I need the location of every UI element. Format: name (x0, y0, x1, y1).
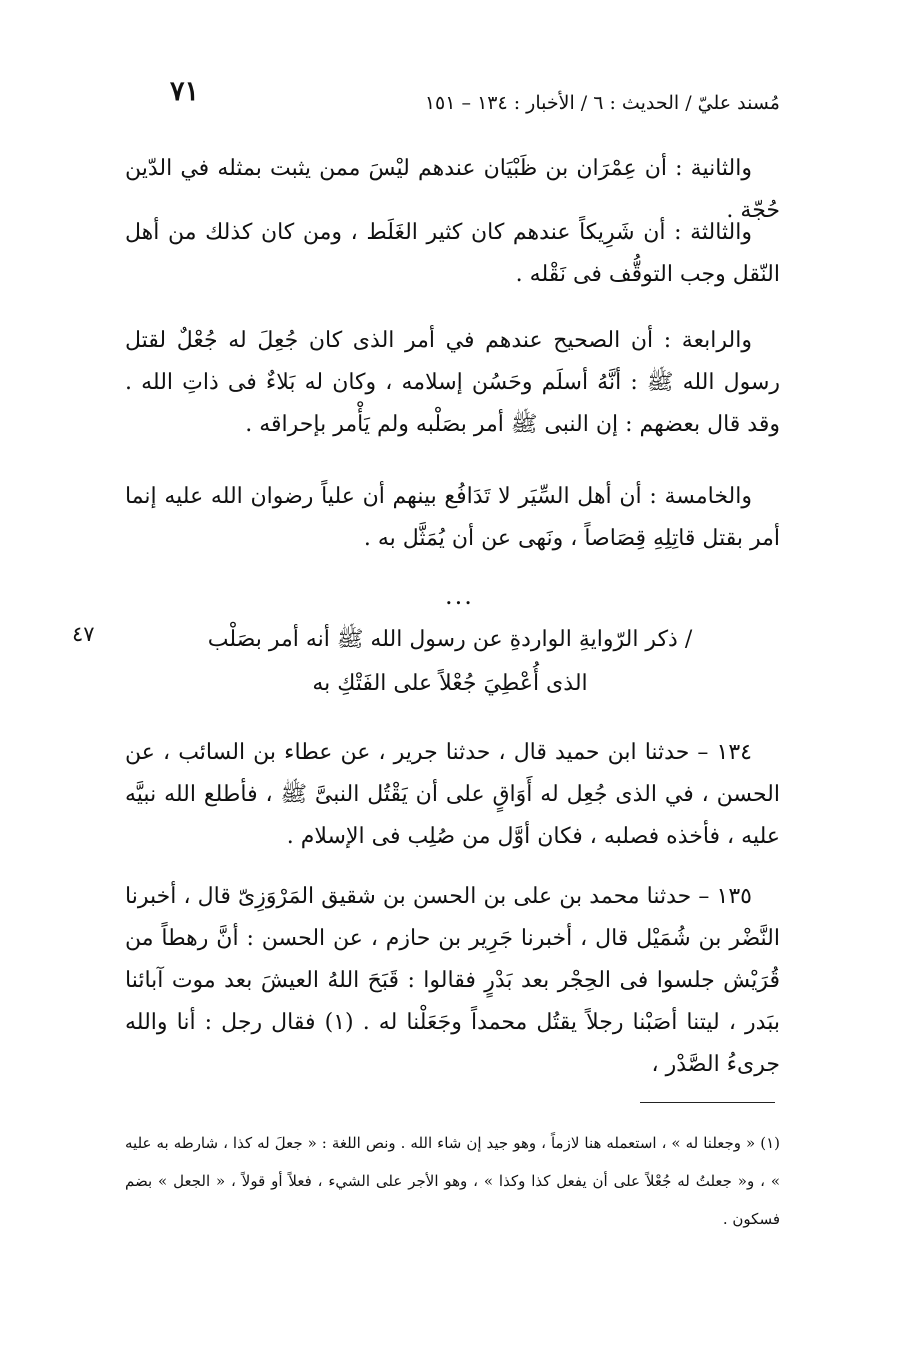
paragraph-fourth-point (125, 320, 780, 446)
hadith-text: ١٣٤ – حدثنا ابن حميد قال ، حدثنا جرير ، عن عطاء بن السائب ، عن الحسن ، في الذى جُعِل له أَوَاقٍ على أن يَقْتُل النبىَّ ﷺ ، فأطلع الله نبيَّه عليه ، فأخذه فصلبه ، فكان أوَّل من صُلِب فى الإسلام . (125, 740, 780, 849)
paragraph-text: والثانية : أن عِمْرَان بن ظَبْيَان عندهم ليْسَ ممن يثبت بمثله في الدّين حُجّة . (125, 156, 780, 223)
page-header (120, 76, 780, 126)
paragraph-text: والخامسة : أن أهل السِّيَر لا تَدَافُع بينهم أن علياً رضوان الله عليه إنما أمر بقتل قاتِلِهِ قِصَاصاً ، ونَهى عن أن يُمَثَّل به . (125, 484, 780, 551)
footnote: (١) « وجعلنا له » ، استعمله هنا لازماً ، وهو جيد إن شاء الله . ونص اللغة : « جعلَ له كذا ، شارطه به عليه » ، و« جعلتُ له جُعْلاً على أن يفعل كذا وكذا » ، وهو الأجر على الشيء ، فعلاً أو قولاً ، « الجعل » بضم فسكون . (125, 1134, 780, 1228)
hadith-134 (125, 732, 780, 858)
hadith-135 (125, 876, 780, 1086)
paragraph-fifth-point (125, 476, 780, 560)
paragraph-text: والرابعة : أن الصحيح عندهم في أمر الذى كان جُعِلَ له جُعْلٌ لقتل رسول الله ﷺ : أنَّهُ أسلَم وحَسُن إسلامه ، وكان له بَلاءٌ فى ذاتِ الله . وقد قال بعضهم : إن النبى ﷺ أمر بصَلْبه ولم يَأْمر بإحراقه . (125, 328, 780, 437)
heading-line-1: / ذكر الرّوايةِ الواردةِ عن رسول الله ﷺ أنه أمر بصَلْب (207, 627, 693, 652)
hadith-text: ١٣٥ – حدثنا محمد بن على بن الحسن بن شقيق المَرْوَزِىّ قال ، أخبرنا النَّضْر بن شُمَيْل قال ، أخبرنا جَرِير بن حازم ، عن الحسن : أنَّ رهطاً من قُرَيْش جلسوا فى الحِجْر بعد بَدْرٍ فقالوا : قَبَحَ اللهُ العيشَ بعد موت آبائنا ببَدر ، ليتنا أصَبْنا رجلاً يقتُل محمداً وجَعَلْنا له . (١) فقال رجل : أنا والله جرىءُ الصَّدْر ، (125, 884, 780, 1077)
footnote-divider (640, 1102, 775, 1103)
paragraph-text: والثالثة : أن شَرِيكاً عندهم كان كثير الغَلَط ، ومن كان كذلك من أهل النّقل وجب التوقُّف فى نَقْله . (125, 220, 780, 287)
margin-page-reference: ٤٧ (72, 622, 95, 646)
heading-line-2: الذى أُعْطِيَ جُعْلاً على الفَتْكِ به (312, 671, 588, 696)
running-head: مُسند عليّ / الحديث : ٦ / الأخبار : ١٣٤ – ١٥١ (424, 92, 780, 114)
section-heading (200, 618, 700, 706)
section-separator: ... (445, 582, 474, 610)
page-number: ٧١ (170, 76, 200, 107)
paragraph-third-point (125, 212, 780, 296)
